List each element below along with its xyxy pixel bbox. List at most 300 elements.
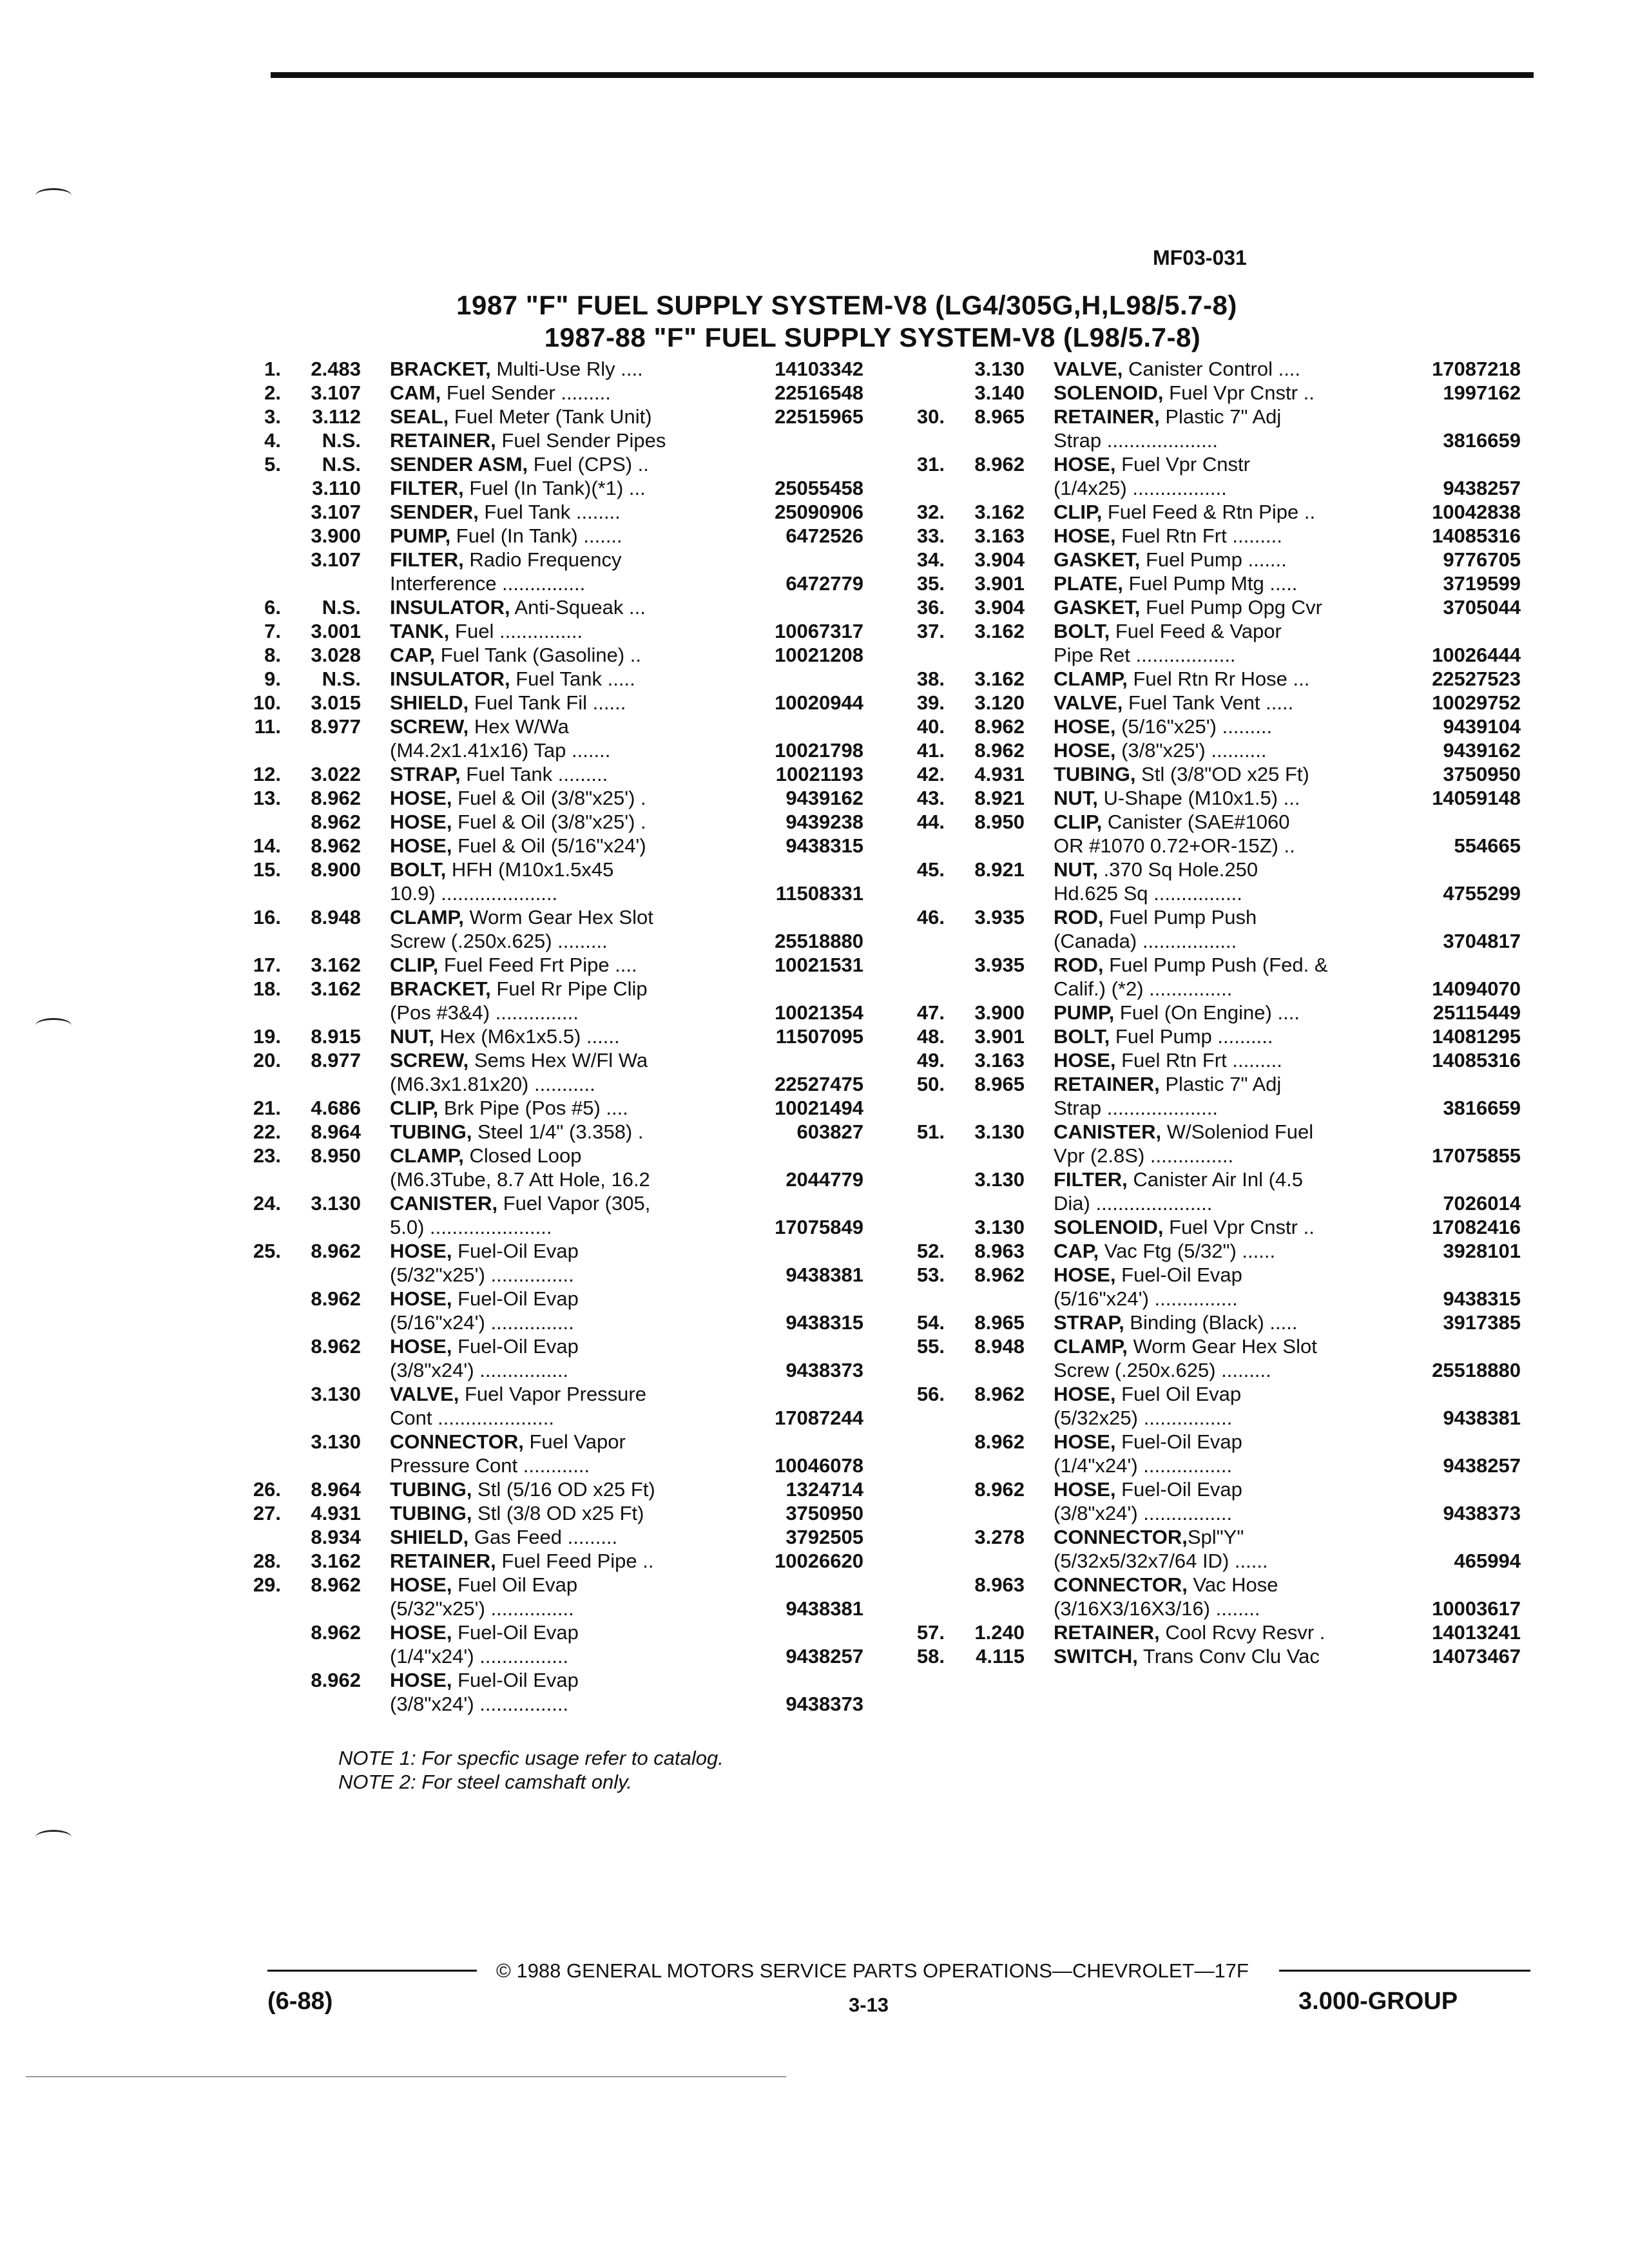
part-detail: HFH (M10x1.5x45 bbox=[446, 858, 614, 881]
part-name: CAP, bbox=[1054, 1240, 1099, 1262]
part-detail: Stl (3/8"OD x25 Ft) bbox=[1135, 763, 1309, 785]
part-detail: Fuel Rr Pipe Clip bbox=[490, 977, 648, 1000]
part-number: 22527523 bbox=[1432, 668, 1521, 690]
parts-list-row bbox=[909, 428, 1521, 452]
part-description bbox=[390, 428, 666, 452]
part-number: 25090906 bbox=[775, 501, 863, 523]
part-number: 9439162 bbox=[1443, 739, 1521, 762]
footer-rule-left bbox=[267, 1970, 477, 1972]
part-name: CANISTER, bbox=[390, 1192, 498, 1215]
parts-list-row bbox=[909, 1406, 1521, 1430]
part-detail: Pressure Cont ............ bbox=[390, 1454, 590, 1477]
part-detail: Fuel Tank ......... bbox=[460, 763, 608, 785]
part-detail: Fuel Tank ..... bbox=[510, 668, 635, 690]
part-detail: Fuel Rtn Rr Hose ... bbox=[1127, 668, 1310, 690]
part-detail: Vpr (2.8S) ............... bbox=[1054, 1144, 1234, 1167]
item-number: 18. bbox=[253, 977, 281, 1000]
group-number: 4.931 bbox=[974, 763, 1025, 785]
part-name: BOLT, bbox=[1054, 620, 1110, 642]
group-number: 3.163 bbox=[974, 524, 1025, 547]
group-number: 3.900 bbox=[974, 1001, 1025, 1024]
item-number: 7. bbox=[264, 620, 281, 642]
parts-list-row bbox=[909, 1287, 1521, 1311]
part-name: SHIELD, bbox=[390, 1526, 469, 1548]
part-detail: Worm Gear Hex Slot bbox=[1127, 1335, 1317, 1358]
part-detail: OR #1070 0.72+OR-15Z) .. bbox=[1054, 834, 1295, 857]
part-detail: (Pos #3&4) ............... bbox=[390, 1001, 579, 1024]
part-name: SEAL, bbox=[390, 405, 449, 428]
item-number: 55. bbox=[916, 1335, 945, 1358]
part-name: FILTER, bbox=[390, 477, 464, 499]
part-detail: Trans Conv Clu Vac bbox=[1137, 1645, 1320, 1667]
part-number: 10003617 bbox=[1432, 1597, 1521, 1620]
part-description bbox=[1054, 1001, 1300, 1024]
item-number: 19. bbox=[253, 1025, 281, 1048]
item-number: 58. bbox=[916, 1645, 945, 1667]
parts-list-row bbox=[245, 1501, 863, 1525]
part-description bbox=[390, 1096, 628, 1120]
item-number: 13. bbox=[253, 787, 281, 809]
part-description bbox=[1054, 452, 1250, 476]
part-number: 14085316 bbox=[1432, 1049, 1521, 1072]
part-number: 9438381 bbox=[1443, 1407, 1521, 1429]
group-number: 8.962 bbox=[311, 1573, 361, 1596]
part-detail: Fuel Oil Evap bbox=[452, 1573, 578, 1596]
parts-list-row bbox=[909, 1501, 1521, 1525]
part-description bbox=[390, 1668, 579, 1692]
part-detail: Fuel-Oil Evap bbox=[452, 1335, 579, 1358]
part-number: 9439238 bbox=[786, 811, 863, 833]
part-name: CLAMP, bbox=[1054, 1335, 1128, 1358]
part-detail: Fuel Feed & Vapor bbox=[1110, 620, 1282, 642]
item-number: 12. bbox=[253, 763, 281, 785]
part-name: RETAINER, bbox=[1054, 405, 1160, 428]
part-detail: Fuel Rtn Frt ......... bbox=[1115, 1049, 1282, 1072]
parts-list-row bbox=[909, 1358, 1521, 1382]
group-number: 8.950 bbox=[311, 1144, 361, 1167]
group-number: 8.921 bbox=[974, 787, 1025, 809]
item-number: 3. bbox=[264, 405, 281, 428]
part-number: 3719599 bbox=[1443, 572, 1521, 595]
parts-list-row bbox=[909, 595, 1521, 619]
part-number: 10067317 bbox=[775, 620, 863, 642]
part-name: SWITCH, bbox=[1054, 1645, 1138, 1667]
part-description bbox=[390, 810, 646, 834]
item-number: 41. bbox=[916, 739, 945, 762]
part-number: 9438315 bbox=[1443, 1287, 1521, 1310]
part-number: 10029752 bbox=[1432, 691, 1521, 714]
part-description bbox=[390, 905, 653, 929]
parts-list-row bbox=[909, 1024, 1521, 1048]
part-description bbox=[1054, 357, 1300, 381]
part-name: SCREW, bbox=[390, 715, 469, 738]
part-name: STRAP, bbox=[390, 763, 461, 785]
parts-list-row bbox=[909, 548, 1521, 572]
part-description bbox=[1054, 1024, 1273, 1048]
part-detail: Fuel-Oil Evap bbox=[452, 1621, 579, 1644]
part-description bbox=[390, 1120, 643, 1144]
parts-list-row bbox=[909, 691, 1521, 715]
part-name: HOSE, bbox=[1054, 1478, 1116, 1501]
part-number: 3704817 bbox=[1443, 930, 1521, 952]
part-detail: Radio Frequency bbox=[463, 548, 622, 571]
group-number: 4.686 bbox=[311, 1097, 361, 1119]
part-detail: Canister Control .... bbox=[1123, 358, 1301, 380]
group-number: 8.977 bbox=[311, 1049, 361, 1072]
part-name: SOLENOID, bbox=[1054, 1216, 1164, 1238]
part-detail: (5/16"x25') ......... bbox=[1115, 715, 1273, 738]
parts-list-row bbox=[909, 1597, 1521, 1620]
group-number: 8.962 bbox=[311, 1240, 361, 1262]
parts-list-row bbox=[245, 476, 863, 500]
group-number: 3.904 bbox=[974, 548, 1025, 571]
part-detail: (Canada) ................. bbox=[1054, 930, 1237, 952]
part-detail: Calif.) (*2) ............... bbox=[1054, 977, 1233, 1000]
group-number: 3.935 bbox=[974, 954, 1025, 976]
part-name: TUBING, bbox=[390, 1478, 472, 1501]
part-detail: W/Soleniod Fuel bbox=[1161, 1120, 1314, 1143]
group-number: N.S. bbox=[322, 668, 361, 690]
part-detail: (1/4x25) ................. bbox=[1054, 477, 1227, 499]
part-detail: Steel 1/4" (3.358) . bbox=[472, 1120, 644, 1143]
item-number: 4. bbox=[264, 429, 281, 452]
parts-list-row bbox=[909, 1311, 1521, 1334]
part-name: SHIELD, bbox=[390, 691, 469, 714]
group-number: 3.130 bbox=[974, 1216, 1025, 1238]
parts-list-row bbox=[909, 381, 1521, 405]
group-number: 3.120 bbox=[974, 691, 1025, 714]
parts-list-row bbox=[245, 929, 863, 953]
parts-list-row bbox=[909, 1263, 1521, 1287]
group-number: 3.140 bbox=[974, 381, 1025, 404]
group-number: 8.934 bbox=[311, 1526, 361, 1548]
part-description bbox=[1054, 1549, 1268, 1573]
part-name: HOSE, bbox=[1054, 1264, 1116, 1286]
part-name: ROD, bbox=[1054, 906, 1104, 928]
group-number: 8.950 bbox=[974, 811, 1025, 833]
notes bbox=[338, 1746, 724, 1794]
part-detail: Plastic 7" Adj bbox=[1159, 405, 1282, 428]
part-detail: (3/16X3/16X3/16) ........ bbox=[1054, 1597, 1260, 1620]
part-description bbox=[390, 1430, 626, 1454]
part-detail: Fuel Feed & Rtn Pipe .. bbox=[1102, 501, 1316, 523]
parts-list-row bbox=[245, 1287, 863, 1311]
part-name: HOSE, bbox=[390, 1287, 452, 1310]
part-description bbox=[1054, 881, 1242, 905]
part-description bbox=[390, 1263, 574, 1287]
part-description bbox=[390, 1477, 655, 1501]
parts-list-row bbox=[909, 1120, 1521, 1144]
group-number: 3.130 bbox=[974, 358, 1025, 380]
item-number: 10. bbox=[253, 691, 281, 714]
part-number: 22516548 bbox=[775, 381, 863, 404]
parts-list-row bbox=[245, 738, 863, 762]
part-number: 3928101 bbox=[1443, 1240, 1521, 1262]
part-number: 1997162 bbox=[1443, 381, 1521, 404]
group-number: 4.931 bbox=[311, 1502, 361, 1524]
part-name: NUT, bbox=[390, 1025, 434, 1048]
part-detail: (M4.2x1.41x16) Tap ....... bbox=[390, 739, 611, 762]
part-description bbox=[390, 881, 557, 905]
group-number: 8.962 bbox=[311, 1621, 361, 1644]
parts-list-row bbox=[245, 1549, 863, 1573]
group-number: 8.962 bbox=[974, 1264, 1025, 1286]
item-number: 52. bbox=[916, 1240, 945, 1262]
part-detail: Fuel Oil Evap bbox=[1115, 1383, 1242, 1405]
group-number: 2.483 bbox=[311, 358, 361, 380]
part-detail: Worm Gear Hex Slot bbox=[463, 906, 653, 928]
parts-list-row bbox=[909, 572, 1521, 595]
part-description bbox=[1054, 1620, 1325, 1644]
parts-list-row bbox=[909, 1549, 1521, 1573]
part-name: CAP, bbox=[390, 644, 436, 666]
item-number: 17. bbox=[253, 954, 281, 976]
part-description bbox=[1054, 1382, 1241, 1406]
part-name: PLATE, bbox=[1054, 572, 1123, 595]
parts-list-row bbox=[245, 1048, 863, 1072]
item-number: 45. bbox=[916, 858, 945, 881]
part-description bbox=[390, 381, 611, 405]
group-number: 8.962 bbox=[311, 834, 361, 857]
group-number: 3.107 bbox=[311, 501, 361, 523]
part-number: 25115449 bbox=[1432, 1001, 1521, 1024]
part-name: VALVE, bbox=[390, 1383, 459, 1405]
part-number: 10021208 bbox=[775, 644, 863, 666]
part-name: HOSE, bbox=[1054, 1430, 1116, 1453]
part-name: BRACKET, bbox=[390, 977, 491, 1000]
part-name: HOSE, bbox=[1054, 453, 1116, 476]
part-detail: Fuel-Oil Evap bbox=[1115, 1478, 1242, 1501]
item-number: 33. bbox=[916, 524, 945, 547]
part-description bbox=[390, 1239, 579, 1263]
part-detail: Hd.625 Sq ................ bbox=[1054, 882, 1242, 905]
group-number: 8.962 bbox=[974, 453, 1025, 476]
item-number: 5. bbox=[264, 453, 281, 476]
part-number: 9439104 bbox=[1443, 715, 1521, 738]
part-description bbox=[390, 1191, 650, 1215]
part-description bbox=[390, 643, 641, 667]
parts-list-row bbox=[909, 1430, 1521, 1454]
part-name: CLAMP, bbox=[390, 1144, 464, 1167]
item-number: 22. bbox=[253, 1120, 281, 1143]
note-1: NOTE 1: For specfic usage refer to catalog. bbox=[338, 1747, 724, 1769]
part-description bbox=[390, 1382, 646, 1406]
part-description bbox=[1054, 1406, 1232, 1430]
parts-list-row bbox=[909, 500, 1521, 524]
part-description bbox=[390, 1406, 554, 1430]
page-title: 1987 "F" FUEL SUPPLY SYSTEM-V8 (LG4/305G,H,L98/5.7-8) bbox=[456, 290, 1237, 320]
part-number: 17087218 bbox=[1432, 358, 1521, 380]
part-description bbox=[390, 405, 652, 428]
part-number: 9438315 bbox=[786, 834, 863, 857]
item-number: 21. bbox=[253, 1097, 281, 1119]
part-name: HOSE, bbox=[390, 834, 452, 857]
part-name: NUT, bbox=[1054, 858, 1098, 881]
part-description bbox=[390, 1072, 595, 1096]
group-number: 8.977 bbox=[311, 715, 361, 738]
group-number: 3.107 bbox=[311, 548, 361, 571]
parts-list-row bbox=[245, 452, 863, 476]
part-name: HOSE, bbox=[390, 1669, 452, 1691]
part-description bbox=[390, 858, 613, 881]
parts-list-row bbox=[245, 1692, 863, 1716]
group-number: 4.115 bbox=[976, 1645, 1025, 1667]
part-detail: Fuel Feed Frt Pipe .... bbox=[438, 954, 637, 976]
parts-list-row bbox=[245, 1024, 863, 1048]
part-description bbox=[1054, 476, 1227, 500]
group-number: 8.962 bbox=[311, 811, 361, 833]
part-description bbox=[1054, 715, 1272, 738]
part-detail: (3/8"x24') ................ bbox=[1054, 1502, 1233, 1524]
part-description bbox=[390, 691, 626, 715]
parts-list-row bbox=[245, 428, 863, 452]
item-number: 29. bbox=[253, 1573, 281, 1596]
part-name: TUBING, bbox=[1054, 763, 1136, 785]
parts-list-row bbox=[909, 1072, 1521, 1096]
part-detail: Fuel (On Engine) .... bbox=[1114, 1001, 1300, 1024]
parts-list-row bbox=[909, 977, 1521, 1001]
item-number: 43. bbox=[916, 787, 945, 809]
part-detail: Fuel Tank Vent ..... bbox=[1123, 691, 1294, 714]
part-detail: 5.0) ...................... bbox=[390, 1216, 552, 1238]
part-description bbox=[390, 1024, 620, 1048]
part-detail: (5/16"x24') ............... bbox=[390, 1311, 574, 1334]
part-detail: Fuel & Oil (3/8"x25') . bbox=[452, 811, 646, 833]
parts-list-row bbox=[245, 643, 863, 667]
part-name: GASKET, bbox=[1054, 548, 1141, 571]
part-name: CLAMP, bbox=[1054, 668, 1128, 690]
parts-list-row bbox=[909, 738, 1521, 762]
part-name: HOSE, bbox=[390, 1573, 452, 1596]
part-name: HOSE, bbox=[1054, 1049, 1116, 1072]
part-description bbox=[1054, 786, 1300, 810]
group-number: 3.028 bbox=[311, 644, 361, 666]
part-name: SENDER ASM, bbox=[390, 453, 528, 476]
item-number: 50. bbox=[916, 1073, 945, 1095]
group-number: 3.162 bbox=[311, 1550, 361, 1572]
part-number: 14081295 bbox=[1432, 1025, 1521, 1048]
part-number: 11508331 bbox=[775, 882, 863, 905]
part-detail: Anti-Squeak ... bbox=[510, 596, 646, 619]
part-detail: Fuel Tank Fil ...... bbox=[468, 691, 626, 714]
part-description bbox=[1054, 1430, 1242, 1454]
part-detail: Fuel Vapor bbox=[523, 1430, 626, 1453]
part-detail: Fuel ............... bbox=[449, 620, 583, 642]
part-name: SOLENOID, bbox=[1054, 381, 1164, 404]
item-number: 34. bbox=[916, 548, 945, 571]
parts-list-row bbox=[909, 715, 1521, 738]
part-number: 17082416 bbox=[1432, 1216, 1521, 1238]
part-number: 14085316 bbox=[1432, 524, 1521, 547]
group-number: 3.130 bbox=[311, 1383, 361, 1405]
part-description bbox=[1054, 595, 1322, 619]
parts-list-row bbox=[245, 1239, 863, 1263]
parts-list-row bbox=[909, 1525, 1521, 1549]
document-code: MF03-031 bbox=[1153, 246, 1247, 269]
part-number: 3792505 bbox=[786, 1526, 863, 1548]
part-description bbox=[1054, 929, 1237, 953]
group-number: 8.965 bbox=[974, 1311, 1025, 1334]
group-number: 8.915 bbox=[311, 1025, 361, 1048]
part-detail: Gas Feed ......... bbox=[468, 1526, 618, 1548]
part-description bbox=[1054, 428, 1218, 452]
part-number: 3750950 bbox=[786, 1502, 863, 1524]
part-detail: U-Shape (M10x1.5) ... bbox=[1097, 787, 1300, 809]
part-description bbox=[390, 572, 585, 595]
part-name: FILTER, bbox=[390, 548, 464, 571]
parts-list-row bbox=[909, 1382, 1521, 1406]
part-name: INSULATOR, bbox=[390, 596, 510, 619]
item-number: 40. bbox=[916, 715, 945, 738]
part-description bbox=[390, 762, 608, 786]
part-name: FILTER, bbox=[1054, 1168, 1128, 1191]
part-description bbox=[390, 1525, 617, 1549]
part-number: 22515965 bbox=[775, 405, 863, 428]
parts-list-row bbox=[245, 1644, 863, 1668]
parts-list-row bbox=[909, 858, 1521, 881]
part-detail: (3/8"x24') ................ bbox=[390, 1693, 569, 1715]
part-description bbox=[1054, 1644, 1320, 1668]
item-number: 39. bbox=[916, 691, 945, 714]
part-description bbox=[390, 1597, 574, 1620]
item-number: 38. bbox=[916, 668, 945, 690]
group-number: 8.964 bbox=[311, 1478, 361, 1501]
part-number: 7026014 bbox=[1443, 1192, 1521, 1215]
parts-list-row bbox=[245, 381, 863, 405]
part-number: 11507095 bbox=[775, 1025, 863, 1048]
part-detail: Fuel (CPS) .. bbox=[528, 453, 649, 476]
parts-list-row bbox=[245, 1668, 863, 1692]
parts-list-row bbox=[245, 595, 863, 619]
item-number: 25. bbox=[253, 1240, 281, 1262]
part-detail: Fuel Vpr Cnstr .. bbox=[1163, 381, 1315, 404]
part-description bbox=[390, 929, 608, 953]
part-detail: Fuel Pump Push bbox=[1103, 906, 1257, 928]
part-number: 3917385 bbox=[1443, 1311, 1521, 1334]
part-detail: Screw (.250x.625) ......... bbox=[1054, 1359, 1271, 1381]
parts-list-row bbox=[245, 405, 863, 428]
item-number: 35. bbox=[916, 572, 945, 595]
group-number: 8.965 bbox=[974, 405, 1025, 428]
group-number: 3.162 bbox=[974, 501, 1025, 523]
part-description bbox=[390, 1215, 552, 1239]
part-detail: (5/32x25) ................ bbox=[1054, 1407, 1233, 1429]
part-number: 10020944 bbox=[775, 691, 863, 714]
item-number: 15. bbox=[253, 858, 281, 881]
footer-rule-right bbox=[1279, 1970, 1530, 1972]
part-number: 14103342 bbox=[775, 358, 863, 380]
part-number: 9776705 bbox=[1443, 548, 1521, 571]
group-number: 3.001 bbox=[311, 620, 361, 642]
part-detail: Closed Loop bbox=[463, 1144, 582, 1167]
part-description bbox=[390, 1334, 579, 1358]
part-number: 465994 bbox=[1454, 1550, 1521, 1572]
parts-list-row bbox=[909, 667, 1521, 691]
part-description bbox=[1054, 858, 1258, 881]
parts-list-row bbox=[245, 977, 863, 1001]
group-number: 3.015 bbox=[311, 691, 361, 714]
group-number: 8.963 bbox=[974, 1240, 1025, 1262]
part-detail: Fuel & Oil (3/8"x25') . bbox=[452, 787, 646, 809]
part-description bbox=[1054, 667, 1309, 691]
part-detail: (M6.3Tube, 8.7 Att Hole, 16.2 bbox=[390, 1168, 650, 1191]
parts-list-row bbox=[245, 1191, 863, 1215]
group-number: 3.904 bbox=[974, 596, 1025, 619]
part-description bbox=[390, 1287, 579, 1311]
part-description bbox=[1054, 762, 1309, 786]
part-detail: Dia) ..................... bbox=[1054, 1192, 1213, 1215]
part-detail: Fuel Meter (Tank Unit) bbox=[448, 405, 652, 428]
